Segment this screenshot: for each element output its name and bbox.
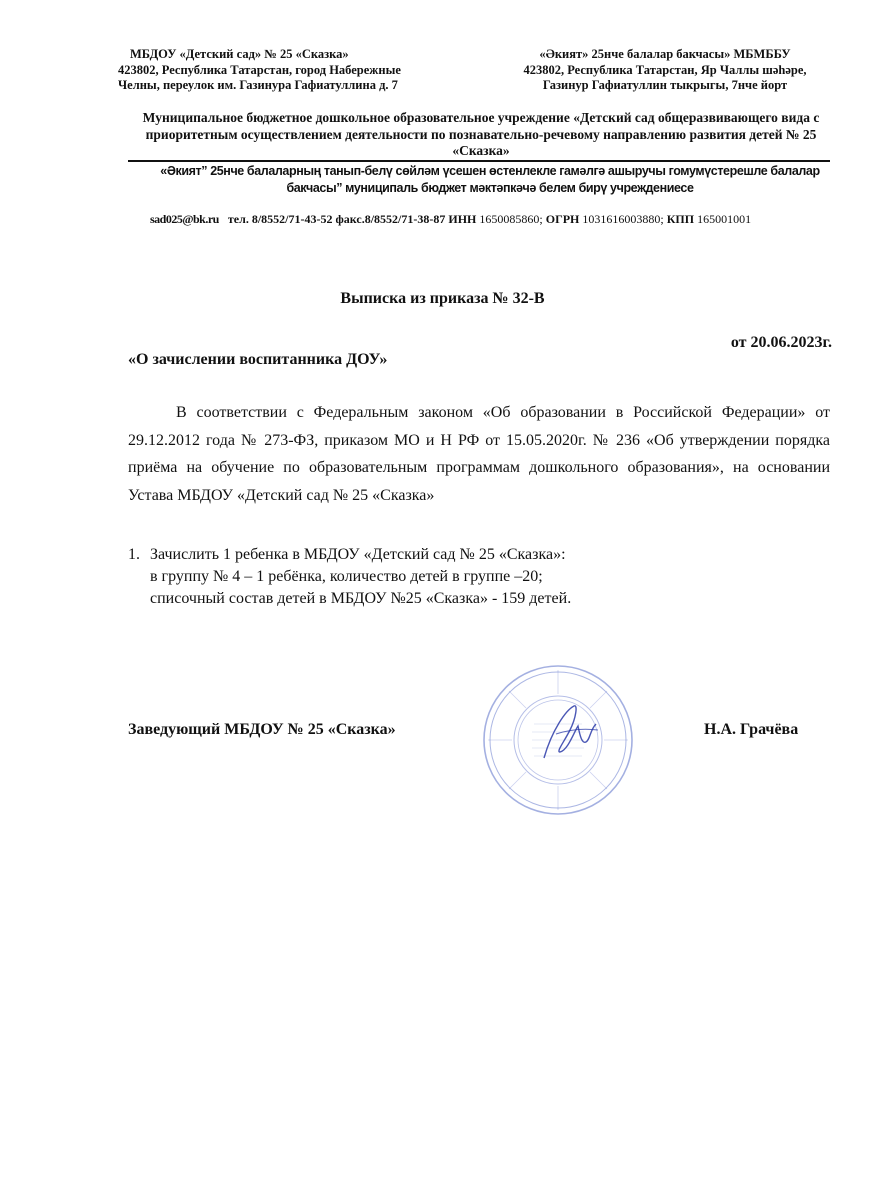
header-left-line3: Челны, переулок им. Газинура Гафиатуллина д. 7 [118, 78, 398, 92]
document-date: от 20.06.2023г. [730, 334, 832, 351]
contacts-line [150, 212, 830, 227]
round-seal-stamp [478, 660, 638, 820]
header-right-line2: 423802, Республика Татарстан, Яр Чаллы шәһәре, [523, 62, 807, 77]
item-line3: списочный состав детей в МБДОУ №25 «Сказка» - 159 детей. [150, 590, 572, 607]
list-item [150, 544, 830, 610]
phone-fax: тел. 8/8552/71-43-52 факс.8/8552/71-38-87 [227, 212, 446, 226]
header-left-line1: МБДОУ «Детский сад» № 25 «Сказка» [130, 47, 349, 61]
item-line1: Зачислить 1 ребенка в МБДОУ «Детский сад № 25 «Сказка»: [150, 546, 566, 563]
signer-position: Заведующий МБДОУ № 25 «Сказка» [128, 721, 396, 738]
document-subject: «О зачислении воспитанника ДОУ» [128, 351, 388, 368]
order-items [128, 544, 830, 610]
header-divider [128, 160, 830, 162]
body-paragraph: В соответствии с Федеральным законом «Об образовании в Российской Федерации» от 29.12.2012 года № 273-ФЗ, приказом МО и Н РФ от 15.05.2020г. № 236 «Об утверждении порядка приёма на обучение по образовательным программам дошкольного образования», на основании Устава МБДОУ «Детский сад № 25 «Сказка» [128, 404, 830, 504]
document-body [128, 399, 830, 509]
email-link[interactable]: sad025@bk.ru [150, 212, 219, 226]
inn-label: ИНН [448, 212, 477, 226]
document-title: Выписка из приказа № 32-В [340, 290, 545, 307]
header-right-address [490, 47, 840, 94]
inn-value: 1650085860; [479, 212, 543, 226]
kpp-label: КПП [666, 212, 695, 226]
organization-full-name: Муниципальное бюджетное дошкольное образовательное учреждение «Детский сад общеразвивающего вида с приоритетным осуществлением деятельности по познавательно-речевому направлению развития детей № 25 «Сказка» [142, 110, 820, 158]
header-left-address [118, 47, 478, 94]
kpp-value: 165001001 [697, 212, 752, 226]
item-number: 1. [128, 546, 140, 563]
header-left-line2: 423802, Республика Татарстан, город Набережные [118, 62, 401, 77]
header-right-line1: «Әкият» 25нче балалар бакчасы» МБМББУ [539, 47, 791, 61]
ogrn-value: 1031616003880; [582, 212, 664, 226]
item-line2: в группу № 4 – 1 ребёнка, количество детей в группе –20; [150, 568, 543, 585]
organization-tatar-name: «Әкият” 25нче балаларның танып-белү сөйләм үсешен өстенлекле гамәлгә ашыручы гомумүстерешле балалар бакчасы” муниципаль бюджет мәктәпкәчә белем бирү учреждениесе [160, 164, 820, 195]
header-right-line3: Газинур Гафиатуллин тыкрыгы, 7нче йорт [542, 78, 788, 92]
signer-name: Н.А. Грачёва [704, 721, 799, 738]
ogrn-label: ОГРН [545, 212, 580, 226]
